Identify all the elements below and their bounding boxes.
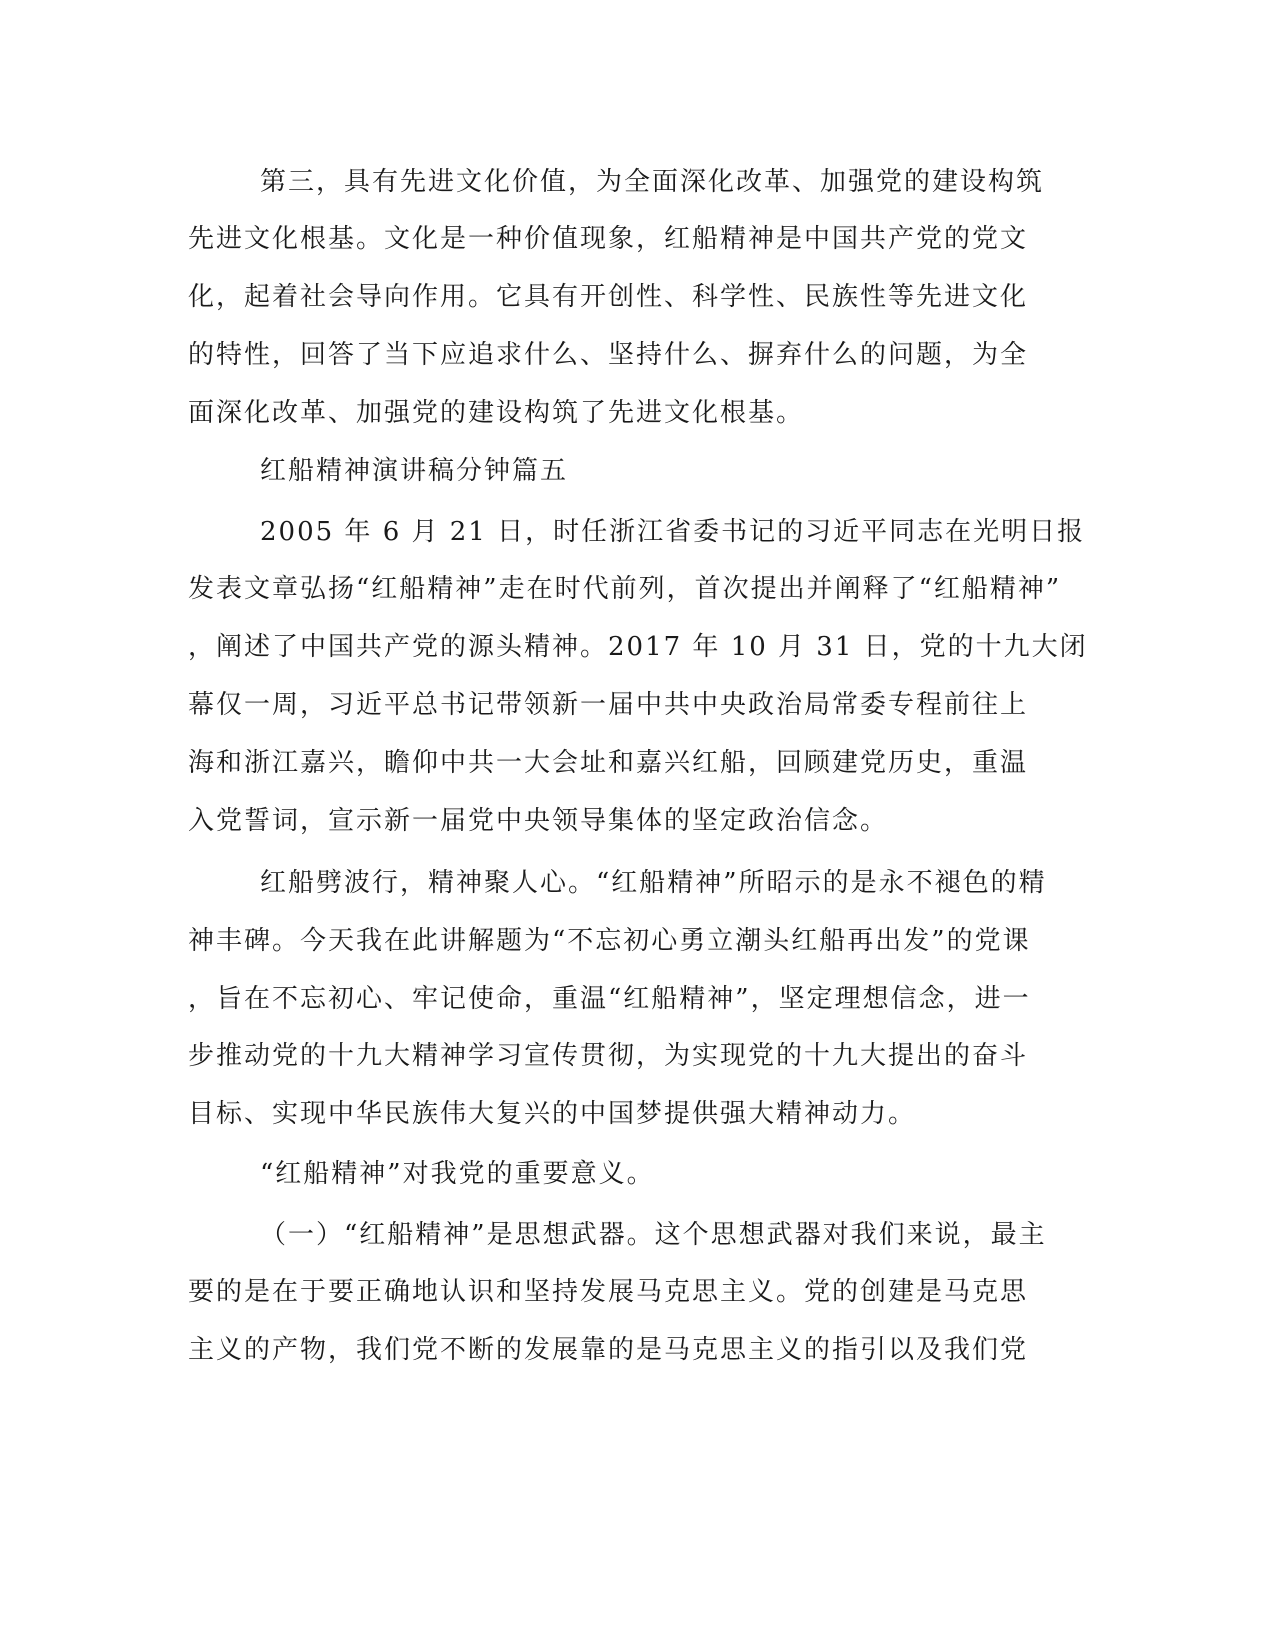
- paragraph-line: 先进文化根基。文化是一种价值现象，红船精神是中国共产党的党文: [188, 224, 1029, 254]
- paragraph-line: 目标、实现中华民族伟大复兴的中国梦提供强大精神动力。: [188, 1099, 917, 1129]
- paragraph-line: 要的是在于要正确地认识和坚持发展马克思主义。党的创建是马克思: [188, 1277, 1029, 1307]
- paragraph-line: 神丰碑。今天我在此讲解题为“不忘初心勇立潮头红船再出发”的党课: [188, 926, 1031, 956]
- paragraph-line: 2005 年 6 月 21 日，时任浙江省委书记的习近平同志在光明日报: [260, 517, 1086, 547]
- paragraph-line: 步推动党的十九大精神学习宣传贯彻，为实现党的十九大提出的奋斗: [188, 1041, 1029, 1071]
- section-heading: 红船精神演讲稿分钟篇五: [260, 456, 569, 486]
- paragraph-line: 面深化改革、加强党的建设构筑了先进文化根基。: [188, 398, 805, 428]
- paragraph-line: 幕仅一周，习近平总书记带领新一届中共中央政治局常委专程前往上: [188, 690, 1029, 720]
- paragraph-line: 海和浙江嘉兴，瞻仰中共一大会址和嘉兴红船，回顾建党历史，重温: [188, 748, 1029, 778]
- paragraph-line: 主义的产物，我们党不断的发展靠的是马克思主义的指引以及我们党: [188, 1335, 1029, 1365]
- paragraph-line: ，旨在不忘初心、牢记使命，重温“红船精神”，坚定理想信念，进一: [188, 984, 1031, 1014]
- paragraph-line: 入党誓词，宣示新一届党中央领导集体的坚定政治信念。: [188, 806, 889, 836]
- paragraph-line: 红船劈波行，精神聚人心。“红船精神”所昭示的是永不褪色的精: [260, 868, 1047, 898]
- paragraph-line: ，阐述了中国共产党的源头精神。2017 年 10 月 31 日，党的十九大闭: [188, 632, 1088, 662]
- paragraph-line: 的特性，回答了当下应追求什么、坚持什么、摒弃什么的问题，为全: [188, 340, 1029, 370]
- paragraph-line: 第三，具有先进文化价值，为全面深化改革、加强党的建设构筑: [260, 167, 1045, 197]
- paragraph-line: 发表文章弘扬“红船精神”走在时代前列，首次提出并阐释了“红船精神”: [188, 574, 1062, 604]
- paragraph-line: 化，起着社会导向作用。它具有开创性、科学性、民族性等先进文化: [188, 282, 1029, 312]
- paragraph-line: （一）“红船精神”是思想武器。这个思想武器对我们来说，最主: [260, 1220, 1047, 1250]
- paragraph-line: “红船精神”对我党的重要意义。: [260, 1159, 655, 1189]
